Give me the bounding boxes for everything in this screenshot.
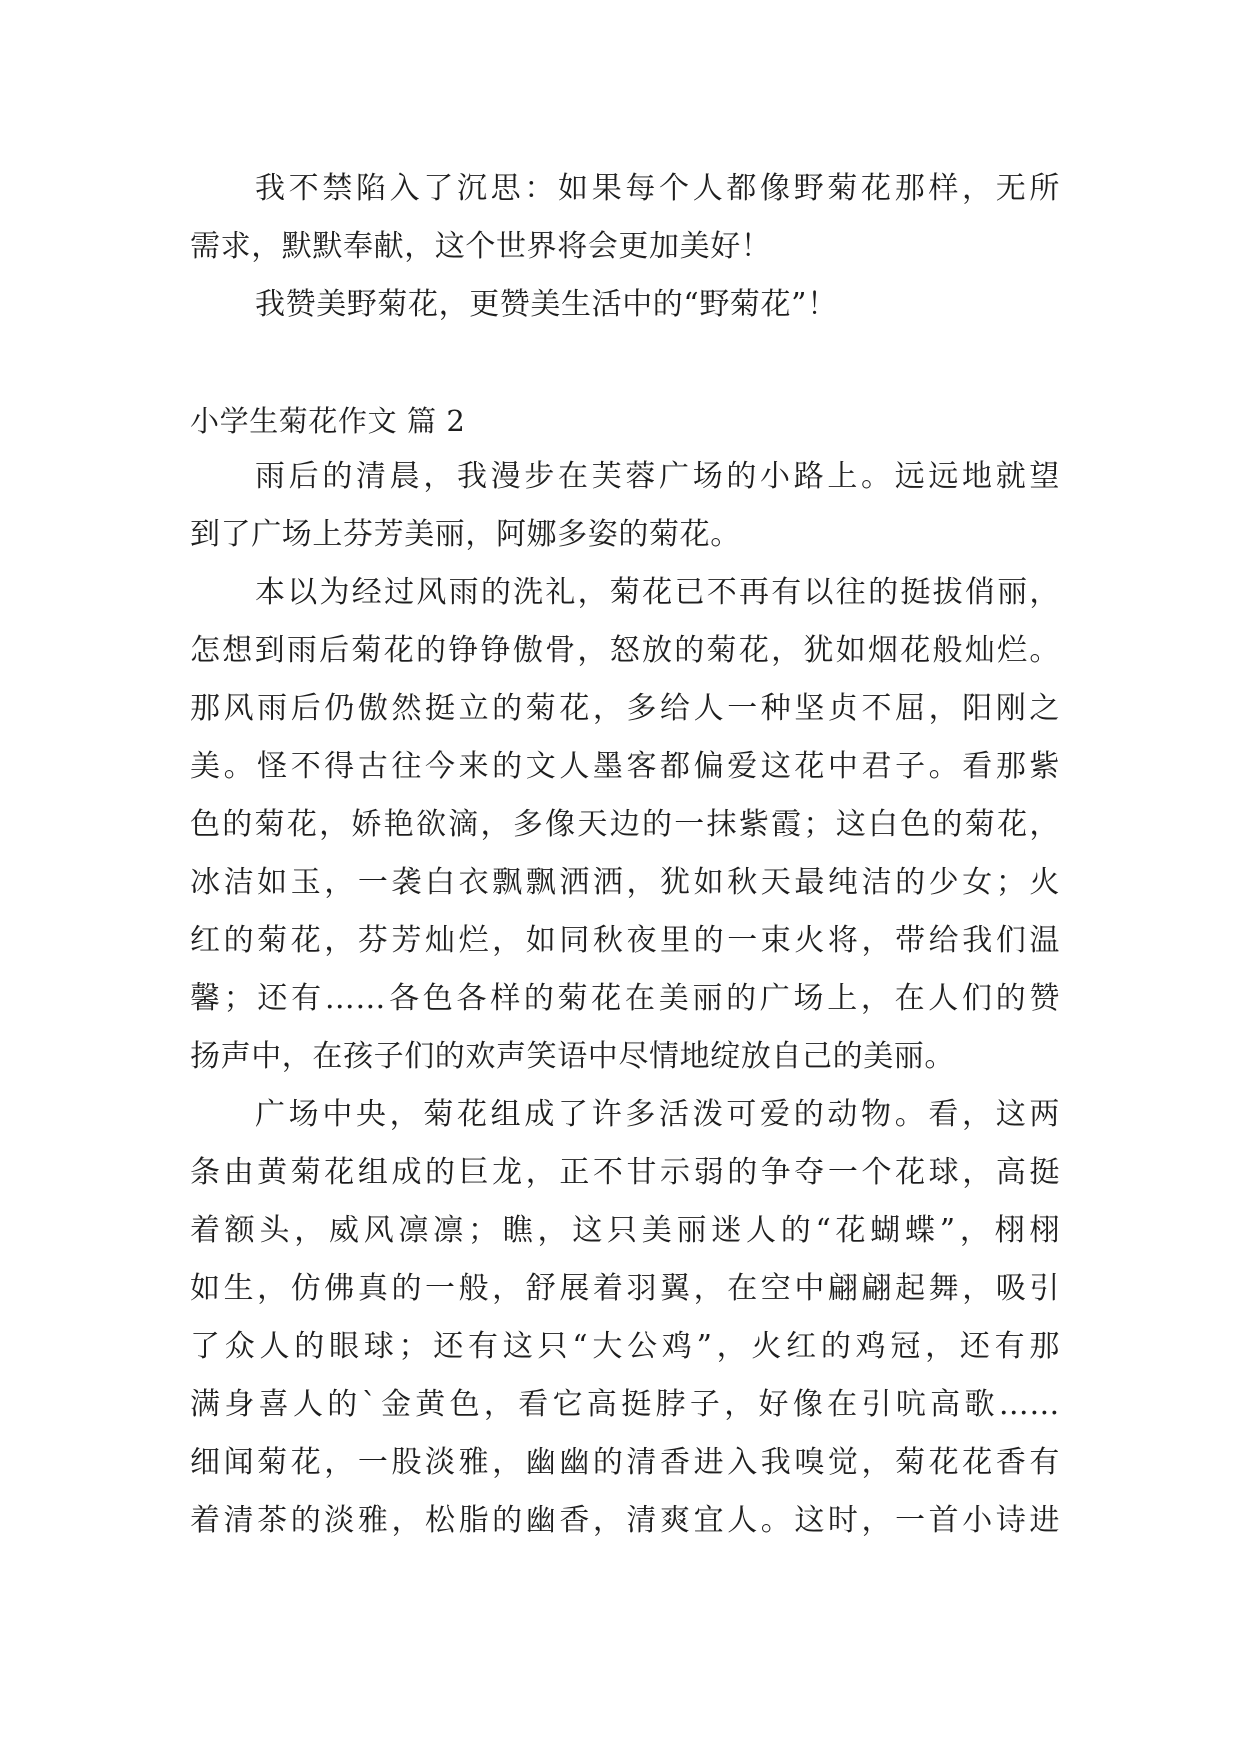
- text-line: 满身喜人的`金黄色，看它高挺脖子，好像在引吭高歌……: [190, 1387, 1060, 1422]
- text-line: 扬声中，在孩子们的欢声笑语中尽情地绽放自己的美丽。: [190, 1039, 955, 1074]
- text-line: 了众人的眼球；还有这只“大公鸡”，火红的鸡冠，还有那: [190, 1329, 1060, 1364]
- text-line: 色的菊花，娇艳欲滴，多像天边的一抹紫霞；这白色的菊花，: [190, 807, 1060, 842]
- text-line: 细闻菊花，一股淡雅，幽幽的清香进入我嗅觉，菊花花香有: [190, 1445, 1060, 1480]
- text-line: 雨后的清晨，我漫步在芙蓉广场的小路上。远远地就望: [255, 459, 1060, 494]
- text-line: 怎想到雨后菊花的铮铮傲骨，怒放的菊花，犹如烟花般灿烂。: [190, 633, 1060, 668]
- text-line: 本以为经过风雨的洗礼，菊花已不再有以往的挺拔俏丽，: [255, 575, 1060, 610]
- text-line: 到了广场上芬芳美丽，阿娜多姿的菊花。: [190, 517, 741, 552]
- text-line: 美。怪不得古往今来的文人墨客都偏爱这花中君子。看那紫: [190, 749, 1060, 784]
- text-line: 需求，默默奉献，这个世界将会更加美好！: [190, 229, 772, 264]
- text-line: 如生，仿佛真的一般，舒展着羽翼，在空中翩翩起舞，吸引: [190, 1271, 1060, 1306]
- text-line: 冰洁如玉，一袭白衣飘飘洒洒，犹如秋天最纯洁的少女；火: [190, 865, 1060, 900]
- text-line: 红的菊花，芬芳灿烂，如同秋夜里的一束火将，带给我们温: [190, 923, 1060, 958]
- section-heading: 小学生菊花作文 篇 2: [190, 404, 466, 438]
- text-line: 那风雨后仍傲然挺立的菊花，多给人一种坚贞不屈，阳刚之: [190, 691, 1060, 726]
- text-line: 我不禁陷入了沉思：如果每个人都像野菊花那样，无所: [255, 171, 1060, 206]
- text-line: 广场中央，菊花组成了许多活泼可爱的动物。看，这两: [255, 1097, 1060, 1132]
- text-line: 条由黄菊花组成的巨龙，正不甘示弱的争夺一个花球，高挺: [190, 1155, 1060, 1190]
- text-line: 着清茶的淡雅，松脂的幽香，清爽宜人。这时，一首小诗进: [190, 1503, 1060, 1538]
- text-line: 馨；还有……各色各样的菊花在美丽的广场上，在人们的赞: [190, 981, 1060, 1016]
- text-line: 我赞美野菊花，更赞美生活中的“野菊花”！: [255, 287, 838, 322]
- text-line: 着额头，威风凛凛；瞧，这只美丽迷人的“花蝴蝶”，栩栩: [190, 1213, 1060, 1248]
